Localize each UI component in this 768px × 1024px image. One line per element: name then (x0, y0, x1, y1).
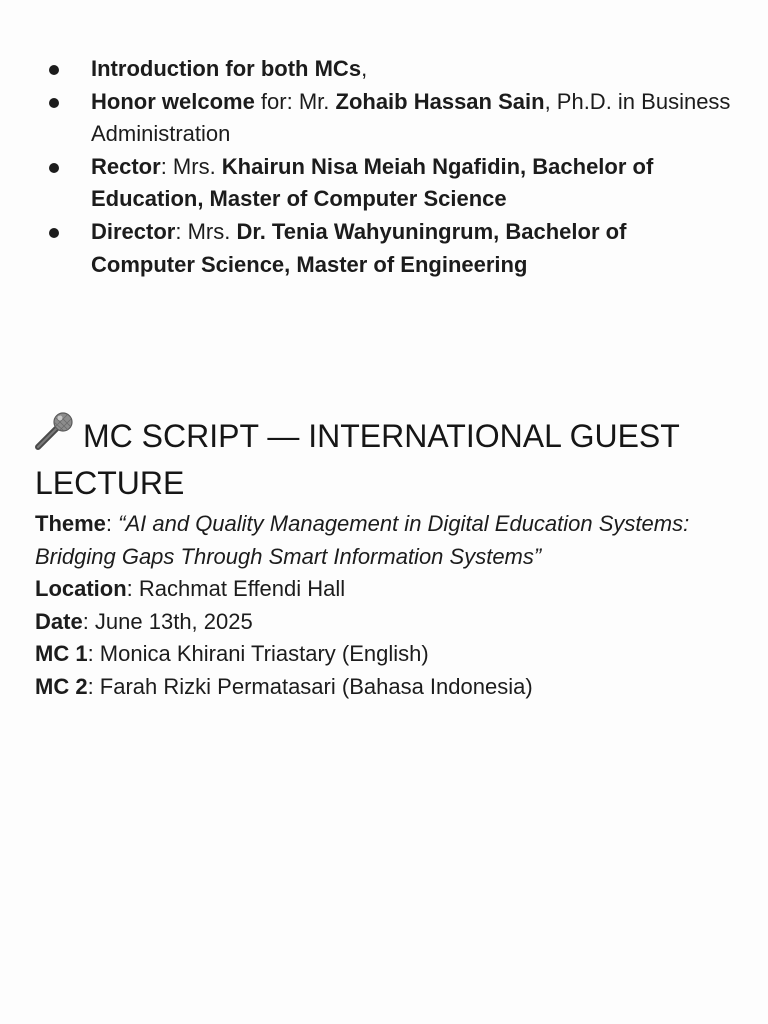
mc1-value: Monica Khirani Triastary (English) (99, 641, 429, 667)
date-label: Date (35, 608, 83, 634)
bullet-icon (49, 98, 59, 108)
agenda-item-honor-welcome (36, 86, 736, 151)
mc1-label: MC 1 (35, 641, 88, 667)
location-label: Location (35, 576, 127, 602)
agenda-trailing: , Ph.D. in Business Administration (91, 88, 731, 147)
page-title (35, 412, 735, 505)
agenda-person-name: Khairun Nisa Meiah Ngafidin, Bachelor of Education, Master of Computer Science (91, 153, 654, 212)
bullet-icon (49, 163, 59, 173)
agenda-list (36, 53, 736, 281)
agenda-item-rector (36, 151, 736, 216)
page-title-text: MC SCRIPT — INTERNATIONAL GUEST LECTURE (35, 418, 680, 501)
agenda-label: Introduction for both MCs (91, 56, 362, 81)
mc1-row: MC 1: Monica Khirani Triastary (English) (35, 641, 429, 667)
mc2-label: MC 2 (35, 673, 88, 699)
bullet-icon (49, 228, 59, 238)
date-row: Date: June 13th, 2025 (35, 608, 253, 634)
location-row: Location: Rachmat Effendi Hall (35, 576, 346, 602)
agenda-label: Director (91, 218, 176, 244)
location-value: Rachmat Effendi Hall (138, 576, 346, 602)
theme-row: Theme: “AI and Quality Management in Digital Education Systems: Bridging Gaps Through Smart Information Systems” (35, 511, 690, 569)
theme-value: “AI and Quality Management in Digital Education Systems: Bridging Gaps Through Smart Information Systems” (35, 511, 690, 569)
theme-label: Theme (35, 511, 106, 536)
mc2-row: MC 2: Farah Rizki Permatasari (Bahasa Indonesia) (35, 673, 533, 699)
agenda-person-name: Dr. Tenia Wahyuningrum, Bachelor of Computer Science, Master of Engineering (91, 218, 627, 277)
bullet-icon (49, 65, 59, 75)
agenda-label: Rector (91, 153, 161, 179)
mc-script-section (35, 412, 735, 704)
agenda-item-director (36, 216, 736, 281)
agenda-item-intro (36, 53, 736, 86)
agenda-connector: : Mrs. (160, 153, 222, 179)
agenda-connector: : Mrs. (175, 218, 237, 244)
date-value: June 13th, 2025 (94, 608, 253, 634)
agenda-person-name: Zohaib Hassan Sain (335, 88, 545, 114)
agenda-connector: for: Mr. (254, 88, 336, 114)
mc2-value: Farah Rizki Permatasari (Bahasa Indonesia) (99, 673, 533, 699)
agenda-trailing: , (361, 56, 368, 81)
event-details (35, 508, 735, 704)
agenda-label: Honor welcome (91, 88, 255, 114)
microphone-icon (35, 412, 77, 461)
